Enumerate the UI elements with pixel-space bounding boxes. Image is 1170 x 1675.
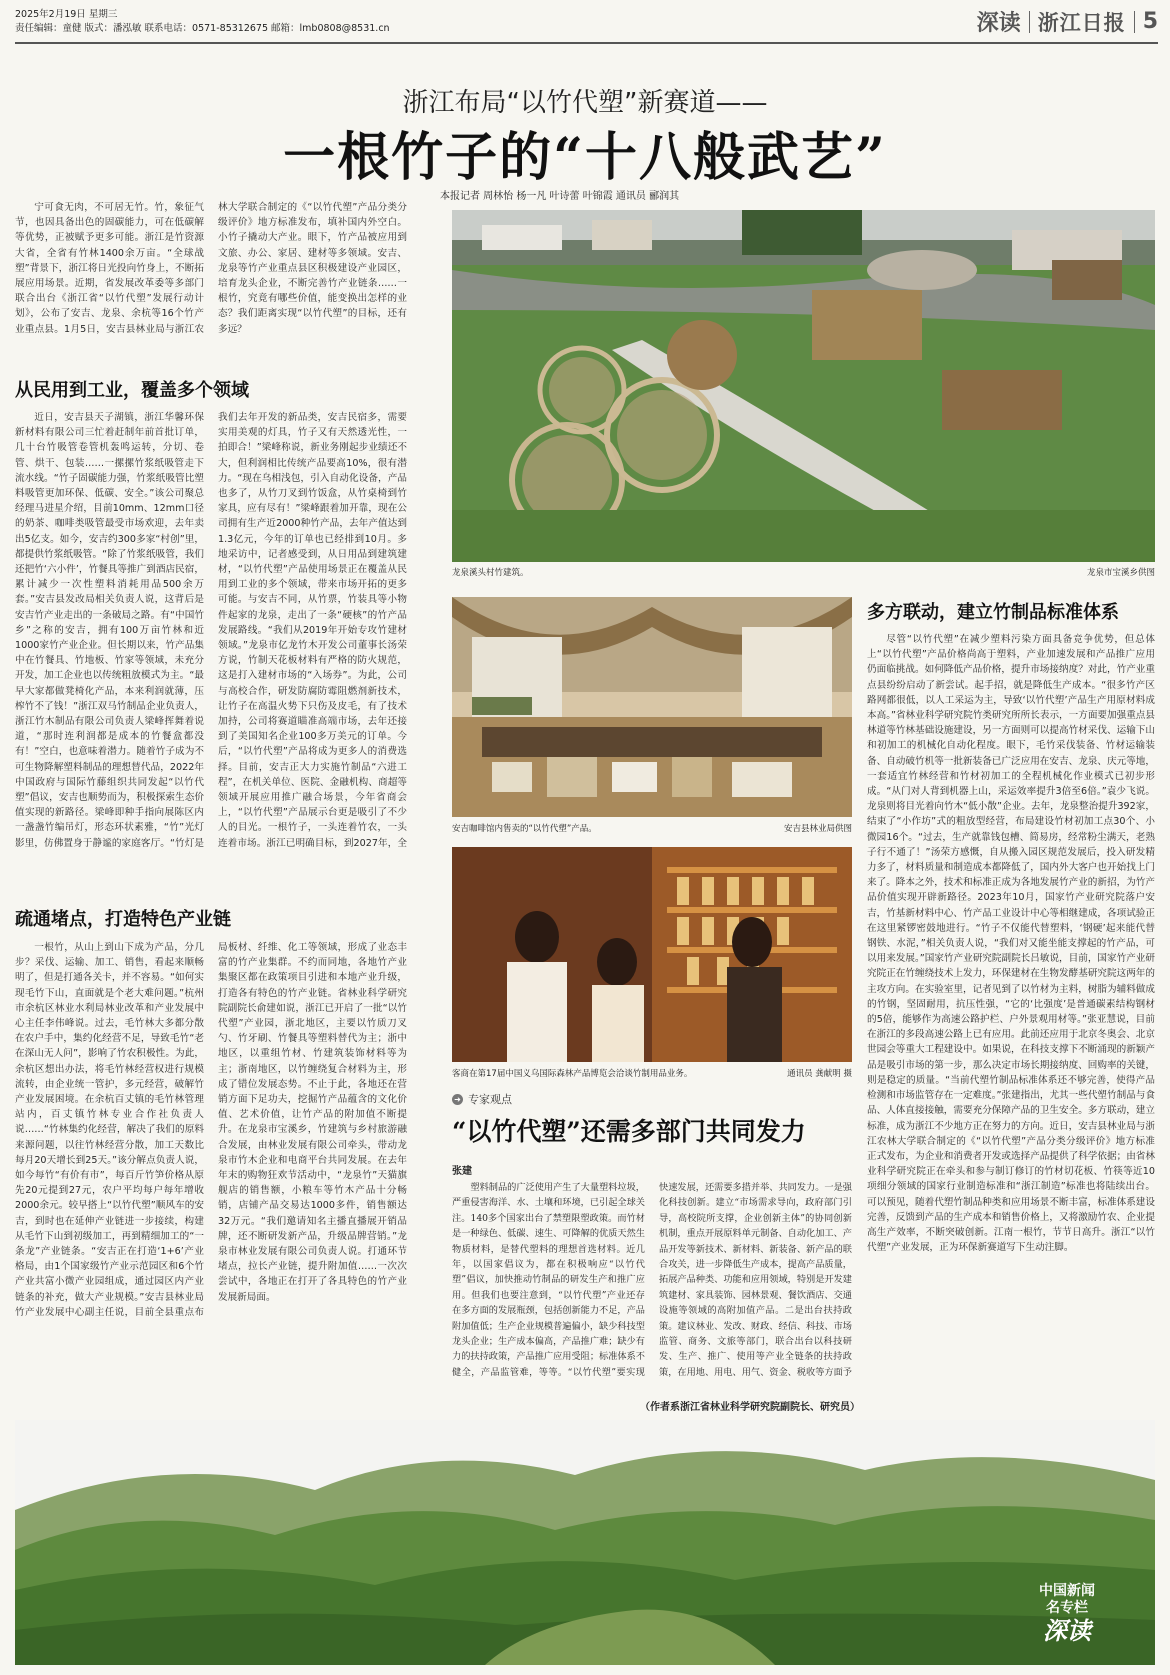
photo3-caption: 客商在第17届中国义乌国际森林产品博览会洽谈竹制用品业务。	[452, 1069, 693, 1079]
photo1-credit: 龙泉市宝溪乡供图	[1086, 568, 1155, 578]
expert-tag-label: 专家观点	[468, 1093, 512, 1106]
byline: 本报记者 周林怡 杨一凡 叶诗蕾 叶锦霞 通讯员 郦润其	[440, 191, 680, 202]
top-rule	[15, 42, 1158, 44]
opinion-body	[452, 1180, 852, 1395]
photo1-caption: 龙泉溪头村竹建筑。	[452, 568, 529, 578]
badge-line1: 中国新闻	[1039, 1583, 1095, 1599]
section1-body	[15, 410, 407, 865]
badge-line3: 深读	[1043, 1617, 1091, 1645]
divider	[1029, 11, 1030, 33]
expert-tag-icon: ➜	[452, 1094, 463, 1105]
page-number: 5	[1142, 9, 1158, 34]
photo-expo	[452, 847, 852, 1062]
photo-cafe-products	[452, 597, 852, 817]
bamboo-mountains-image	[15, 1420, 1155, 1665]
section3-title: 多方联动，建立竹制品标准体系	[867, 602, 1119, 623]
section2-body	[15, 940, 407, 1412]
photo2-credit: 安吉县林业局供图	[783, 824, 852, 834]
article-intro	[15, 200, 407, 355]
cafe-products-image	[452, 597, 852, 817]
section2-title: 疏通堵点，打造特色产业链	[15, 909, 231, 930]
section3-text: 尽管“以竹代塑”在减少塑料污染方面具备竞争优势，但总体上“以竹代塑”产品价格尚高于塑料，产业加速发展和产品推广应用仍面临挑战。如何降低产品价格，提升市场接纳度？对此，竹产业重点县纷纷启动了新尝试。起手招，就是降低生产成本。“很多竹产区路网都很低，以人工采运为主，导致‘以竹代塑’产品生产用原材料成本高。”省林业科学研究院竹类研究所所长表示，一方面要加强重点县林道等竹林基础设施建设，另一方面则可以提高竹材采伐、运输下山和初加工的机械化自动化程度。眼下，毛竹采伐装备、竹材运输装备、自动破竹机等一批新装备已广泛应用在安吉、龙泉、庆元等地，一套适宜竹林经营和竹材初加工的全程机械化作业模式已初步形成。“从门对人背到机器上山，采运效率提升3倍至6倍。”袁少飞说。龙泉则将目光着向竹木“低小散”企业。去年，龙泉整治提升392家，结束了“小作坊”式的粗放型经营，布局建设竹材初加工点30个、小微园16个。“过去，生产就靠钱包槽、简易房，经常粉尘满天，老熟子行不通了！”汤荣方感慨，自从搬入园区规范发展后，投入研发精力多了，材料质量和制造成本都降低了，国内外大客户也开始找上门来了。降本之外，技术和标准正成为各地发展竹产业的新招，为竹产品价值实现开辟新路径。2023年10月，国家竹产业研究院落户安吉，竹基新材料中心、竹产品工业设计中心等相继建成，各项试验正在这里紧锣密鼓地进行。“竹子不仅能代替塑料，‘钢硬’起来能代替钢铁、水泥，”相关负责人说，“我们对又能坐能支撑起的竹产品，可以用来发展。”国家竹产业研究院副院长吕敏说，目前，国家竹产业研究院正在竹缠绕技术上发力，环保建材在生物发酵基研究院这两年的主攻方向。在实验室里，记者见到了以竹材为主料，树脂为辅料做成的竹钢，坚固耐用，抗压性强，“它的‘比强度’是普通碳素结构钢材的5倍，能够作为高速公路护栏、户外景观用材等。”张亚慧说，目前在浙江的多段高速公路上已有应用。此前还应用于北京冬奥会、北京世园会等重大工程建设中。如果说，在科技支撑下不断涌现的新颖产品是吸引市场的第一步，那么决定市场长期接纳度、回购率的关键，则是稳定的质量。“当前代塑竹制品标准体系还不够完善，使得产品检测和市场监管存在一定难度。”张建指出，尤其一些代塑竹制品与食品、人体直接接触，需要充分保障产品的卫生安全。多方联动，建立标准，成为浙江不少地方正在努力的方向。近日，安吉县林业局与浙江农林大学联合制定的《“以竹代塑”产品分类分级评价》地方标准正式发布，为企业和消费者开发或选择产品提供了科学依据；由省林业科学研究院正在牵头和参与制订修订的竹材切花板、竹筷等近10项细分领域的国家行业制造标准和“浙江制造”标准也将陆续出台。可以预见，随着代塑竹制品种类和应用场景不断丰富，标准体系建设完善，反馈到产品的生产成本和销售价格上，又将激励竹农、企业提高生产效率，不断突破创新。江南一根竹，节节日高升。浙江“以竹代塑”产业发展，正为环保新赛道写下生动注脚。	[867, 634, 1155, 1254]
section3-body	[867, 632, 1155, 1392]
intro-text: 宁可食无肉，不可居无竹。竹，象征气节，也因具备出色的固碳能力，可在低碳解等优势，正被赋予更多可能。浙江是竹资源大省，全省有竹林1400余万亩。“全球战塑”背景下，浙江将日光投向竹身上，不断拓展应用场景。近期，省发展改革委等多部门联合出台《浙江省“以竹代塑”发展行动计划》，公布了安吉、龙泉、余杭等16个竹产业重点县。1月5日，安吉县林业局与浙江农林大学联合制定的《“以竹代塑”产品分类分级评价》地方标准发布，填补国内外空白。小竹子撬动大产业。眼下，竹产品被应用到文旅、办公、家居、建材等多领域。安吉、龙泉等竹产业重点县区积极建设产业园区，培育龙头企业，不断完善竹产业链条……一根竹，究竟有哪些价值，能变换出怎样的业态？我们距离实现“以竹代塑”的目标，还有多远？	[15, 202, 407, 335]
photo3-credit: 通讯员 龚献明 摄	[787, 1069, 852, 1079]
section1-title: 从民用到工业，覆盖多个领域	[15, 380, 249, 401]
photo-bamboo-mountains	[15, 1420, 1155, 1665]
article-title: 一根竹子的“十八般武艺”	[283, 127, 887, 188]
badge-line2: 名专栏	[1046, 1600, 1088, 1616]
article-subtitle: 浙江布局“以竹代塑”新赛道——	[402, 88, 768, 118]
opinion-text: 塑料制品的广泛使用产生了大量塑料垃圾，严重侵害海洋、水、土壤和环境，已引起全球关注。140多个国家出台了禁塑限塑政策。而竹材是一种绿色、低碳、速生、可降解的优质天然生物质材料，是替代塑料的理想首选材料。近几年，以国家倡议为，都在积极响应“以竹代塑”倡议，加快推动竹制品的研发生产和推广应用。但我们也要注意到，“以竹代塑”产业还存在多方面的发展瓶颈，包括创新能力不足，产品附加值低；生产企业规模普遍偏小，缺少科技型龙头企业；生产成本偏高，产品推广难；缺少有力的扶持政策，产品推广应用受阻；标准体系不健全，产品监管难，等等。“以竹代塑”要实现快速发展，还需要多措并举、共同发力。一是强化科技创新。建立“市场需求导向，政府部门引导，高校院所支撑，企业创新主体”的协同创新机制，重点开展原料单元制备、自动化加工、产品开发等新技术、新材料、新装备、新产品的联合攻关，进一步降低生产成本，提高产品质量，拓展产品种类、功能和应用领域，特别是开发建筑建材、家具装饰、园林景观、餐饮酒店、交通设施等领域的高附加值产品。二是出台扶持政策。建议林业、发改、财政、经信、科技、市场监管、商务、文旅等部门，联合出台以科技研发、生产、推广、使用等产业全链条的扶持政策，在用地、用电、用气、资金、税收等方面予	[452, 1182, 852, 1378]
editor-line: 责任编辑：童健 版式：潘泓敏 联系电话：0571-85312675 邮箱：lmb0808@8531.cn	[15, 23, 390, 34]
photo-bamboo-village	[452, 210, 1155, 562]
bamboo-village-image	[452, 210, 1155, 562]
expo-image	[452, 847, 852, 1062]
paper-name: 浙江日报	[1037, 9, 1126, 35]
opinion-title: “以竹代塑”还需多部门共同发力	[452, 1117, 806, 1146]
opinion-author: 张建	[452, 1166, 472, 1177]
photo2-caption: 安吉咖啡馆内售卖的“以竹代塑”产品。	[452, 824, 597, 834]
section1-text: 近日，安吉县天子湖镇，浙江华馨环保新材料有限公司三忙着赶制年前首批订单，几十台竹吸管卷管机轰鸣运转，分切、卷管、烘干、包装……一摞摞竹浆纸吸管走下流水线。“竹子固碳能力强，竹浆纸吸管比塑料吸管更加环保、低碳、安全。”该公司聚总经理马进星介绍，目前10mm、12mm口径的奶茶、咖啡类吸管最受市场欢迎，去年卖出5亿支。如今，安吉约300多家“村创”里，都提供竹浆纸吸管。“除了竹浆纸吸管，我们还把竹‘六小件’，竹餐具等推广到酒店民宿，累计减少一次性塑料消耗用品500余万套。”安吉县发改局相关负责人说，这背后是安吉竹产业走出的一条破局之路。有“中国竹乡”之称的安吉，拥有100万亩竹林和近1000家竹产业企业。但长期以来，竹产品集中在竹餐具、竹地板、竹家等领域，未充分开发，加工企业也以传统粗放模式为主。“最早大家都做凳椅化产品，本来利润就薄，压榨竹不了钱！”浙江双马竹制品企业负责人，浙江竹木制品有限公司负责人梁峰挥舞着说道，“那时连利润都是成本的竹餐盒都没有！”空白，也意味着潜力。随着竹子成为不可生物降解塑料制品的理想替代品，2022年中国政府与国际竹藤组织共同发起“以竹代塑”倡议，安吉也顺势而为，积极探索生态价值实现的新路径。梁峰即种手指向展陈区内一盏盏竹编吊灯，形态环状素雅，“竹”光灯影里，仿佛置身于静谧的家庭客厅。“竹灯是我们去年开发的新品类，安吉民宿多，需要实用美观的灯具，竹子又有天然透光性，一拍即合！”梁峰称说，新业务刚起步业绩还不大，但利润相比传统产品要高10%，很有潜力。“现在乌相浅包，引入自动化设备，产品也多了，从竹刀叉到竹饭盒，从竹桌椅到竹家具，应有尽有！”梁峰跟着加开靠，现在公司拥有生产近2000种竹产品，去年产值达到1.3亿元，今年的订单也已经排到10月。多地采访中，记者感受到，从日用品到建筑建材，“以竹代塑”产品使用场景正在覆盖从民用到工业的多个领域，带来市场开拓的更多可能。与安吉不同，从竹票，竹装具等小物件起家的龙泉，走出了一条“硬核”的竹产品发展路线。“我们从2019年开始专攻竹建材领域。”龙泉市亿龙竹木开发公司董事长汤荣方说，竹制天花板材料有严格的防火规范，这是打入建材市场的“入场券”。为此，公司与高校合作，研发防腐防霉阻燃剂新技术，让竹子在高温火势下只伤及皮毛，有了技术加持，公司将赛道瞄准高端市场，去年还接到了美国知名企业100多万美元的订单。今后，“以竹代塑”产品将成为更多人的消费选择。目前，安吉正大力实施竹制品“六进工程”，在机关单位、医院、金融机构、商超等领域开展应用推广融合场景，今年省商会上，“以竹代塑”产品展示台更是吸引了不少人的目光。一根竹子，一头连着竹农，一头连着市场。浙江已明确目标，到2027年，全	[15, 412, 407, 849]
masthead-brand	[977, 6, 1158, 37]
masthead-info	[15, 8, 390, 36]
opinion-author-note: （作者系浙江省林业科学研究院副院长、研究员）	[640, 1402, 860, 1413]
divider	[1134, 11, 1135, 33]
section-name: 深读	[976, 11, 1021, 36]
date-line: 2025年2月19日 星期三	[15, 9, 118, 20]
column-badge	[1012, 1583, 1122, 1645]
section2-text: 一根竹，从山上到山下成为产品，分几步？采伐、运输、加工、销售，看起来顺畅明了，但是打通各关卡，并不容易。“如何实现毛竹下山，直面就是个老大难问题。”杭州市余杭区林业水利局林业改革和产业发展中心主任李伟峰说。过去，毛竹林大多都分散在农户手中，集约化经营不足，导致毛竹“老在深山无人问”，影响了竹农积极性。为此，余杭区想出办法，将毛竹林经营权进行规模流转，由企业统一管护，多元经营，破解竹产业发展困境。在余杭百丈镇的毛竹林管理站内，百丈镇竹林专业合作社负责人说……“竹林集约化经营，解决了我们的原料来源问题，以往竹林经营分散，加工天数比每月20天增长到25天。”该分解点负责人说，如今每竹“有价有市”，每百斤竹笋价格从原先20元提到27元，农户平均每户每年增收2000余元。较早搭上“以竹代塑”顺风车的安吉，到时也在延伸产业链进一步接续，构建从毛竹下山到初级加工，再到精细加工的“一条龙”产业链条。“安吉正在打造‘1+6’产业格局，由1个国家级竹产业示范园区和6个竹产业共富小微产业园组成，通过园区内产业链条的补充，做大产业规模。”安吉县林业局竹产业发展中心副主任说，目前全县重点布局板材、纤维、化工等领域，形成了业态丰富的竹产业集群。不约而同地，各地竹产业集聚区都在政策项目引进和本地产业升级，打造各有特色的竹产业链。省林业科学研究院副院长俞建如说，浙江已开启了一批“以竹代塑”产业园，浙北地区，主要以竹质刀叉勺、竹牙刷、竹餐具等塑料替代为主；浙中地区，以重组竹材、竹建筑装饰材料等为主；浙南地区，以竹缠绕复合材料为主，形成了错位发展态势。不止于此，各地还在营销方面下足功夫，挖掘竹产品蕴含的文化价值、艺术价值，让竹产品的附加值不断提升。在龙泉市宝溪乡，竹建筑与乡村旅游融合发展，由林业发展有限公司牵头，带动龙泉市竹木企业和电商平台共同发展。在去年年末的购物狂欢节活动中，“龙泉竹”天猫旗舰店的销售额，小粮车等竹木产品十分畅销，店铺产品交易达1000多件，销售额达32万元。“我们邀请知名主播直播展开销品牌，还不断研发新产品，升级品牌营销。”龙泉市林业发展有限公司负责人说。打通环节堵点，拉长产业链，提升附加值……一次次尝试中，各地正在打开了各具特色的竹产业发展新局面。	[15, 942, 407, 1318]
expert-tag	[452, 1091, 512, 1107]
